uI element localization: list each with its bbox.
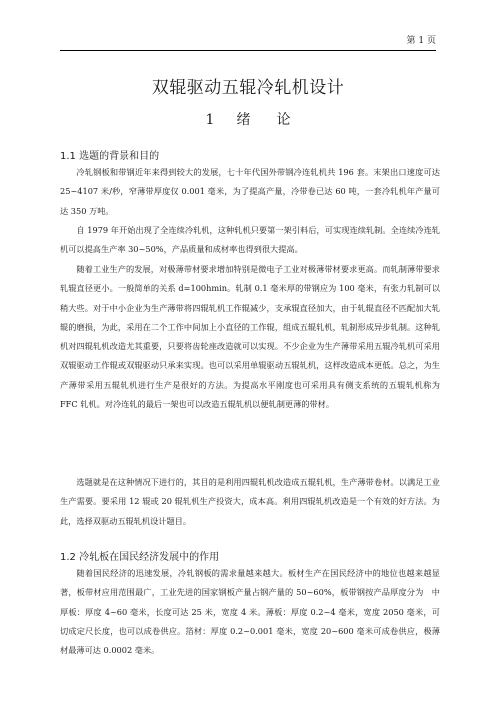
section-heading-1-2: 1.2 冷轧板在国民经济发展中的作用	[60, 552, 220, 563]
paragraph: 随着国民经济的迅速发展，冷轧钢板的需求量越来越大。板材生产在国民经济中的地位也越来越显著，板带材应用范围最广，工业先进的国家钢板产量占钢产量的 50~60%，板带钢按产品厚度分为 中厚板：厚度 4~60 毫米，长度可达 25 米，宽度 4 米。薄板：厚度 0.2~4 毫米，宽度 2050 毫米，可切成定尺长度，也可以成卷供应。箔材：厚度 0.2~0.001 毫米，宽度 20~600 毫米可成卷供应，极薄材最薄可达 0.0002 毫米。	[60, 568, 440, 656]
document-title: 双辊驱动五辊冷轧机设计	[151, 78, 345, 98]
paragraph: 选题就是在这种情况下进行的，其目的是利用四辊轧机改造成五辊轧机，生产薄带卷材。以满足工业生产需要。要采用 12 辊或 20 辊轧机生产投资大，成本高。利用四辊轧机改造是一个有效的好方法。为此，选择双驱动五辊轧机设计题目。	[60, 477, 440, 526]
paragraph: 自 1979 年开始出现了全连续冷轧机，这种轧机只要第一架引料后，可实现连续轧制。全连续冷连轧机可以提高生产率 30~50%，产品质量和成材率也得到很大提高。	[60, 225, 440, 255]
chapter-heading	[0, 109, 496, 129]
chapter-number: 1	[205, 112, 215, 128]
section-heading-1-1: 1.1 选题的背景和目的	[60, 151, 160, 162]
page-header	[60, 34, 436, 51]
chapter-title-part1: 绪	[236, 112, 251, 128]
page-number: 第 1 页	[406, 36, 436, 46]
paragraph: 随着工业生产的发展，对极薄带材要求增加特别是微电子工业对极薄带材要求更高。而轧制薄带要求轧辊直径更小。一般简单的关系 d=100hmin。轧制 0.1 毫米厚的带钢应为 100 毫米，有张力轧制可以稍大些。对于中小企业为生产薄带将四辊轧机工作辊减少，支承辊直径加大，由于轧辊直径不匹配加大轧辊的磨损，为此，采用在二个工作中间加上小直径的工作辊，组成五辊轧机，轧制形成异步轧制。这种轧机对四辊轧机改造尤其重要，只要将齿轮座改造就可以实现。不少企业为生产薄带采用五辊冷轧机可采用双辊驱动工作辊或双辊驱动只承来实现。也可以采用单辊驱动五辊轧机，这样改造成本更低。总之，为生产薄带采用五辊轧机进行生产是很好的方法。为提高水平刚度也可采用具有侧支系统的五辊轧机称为 FFC 轧机。对冷连轧的最后一架也可以改造五辊轧机以便轧制更薄的带材。	[60, 264, 440, 410]
paragraph: 冷轧钢板和带钢近年来得到较大的发展，七十年代国外带钢冷连轧机共 196 套。末架出口速度可达 25~4107 米/秒，窄薄带厚度仅 0.001 毫米，为了提高产量，冷带卷已达 60 吨，一套冷轧机年产量可达 350 万吨。	[60, 167, 440, 216]
chapter-title-part2: 论	[276, 112, 291, 128]
